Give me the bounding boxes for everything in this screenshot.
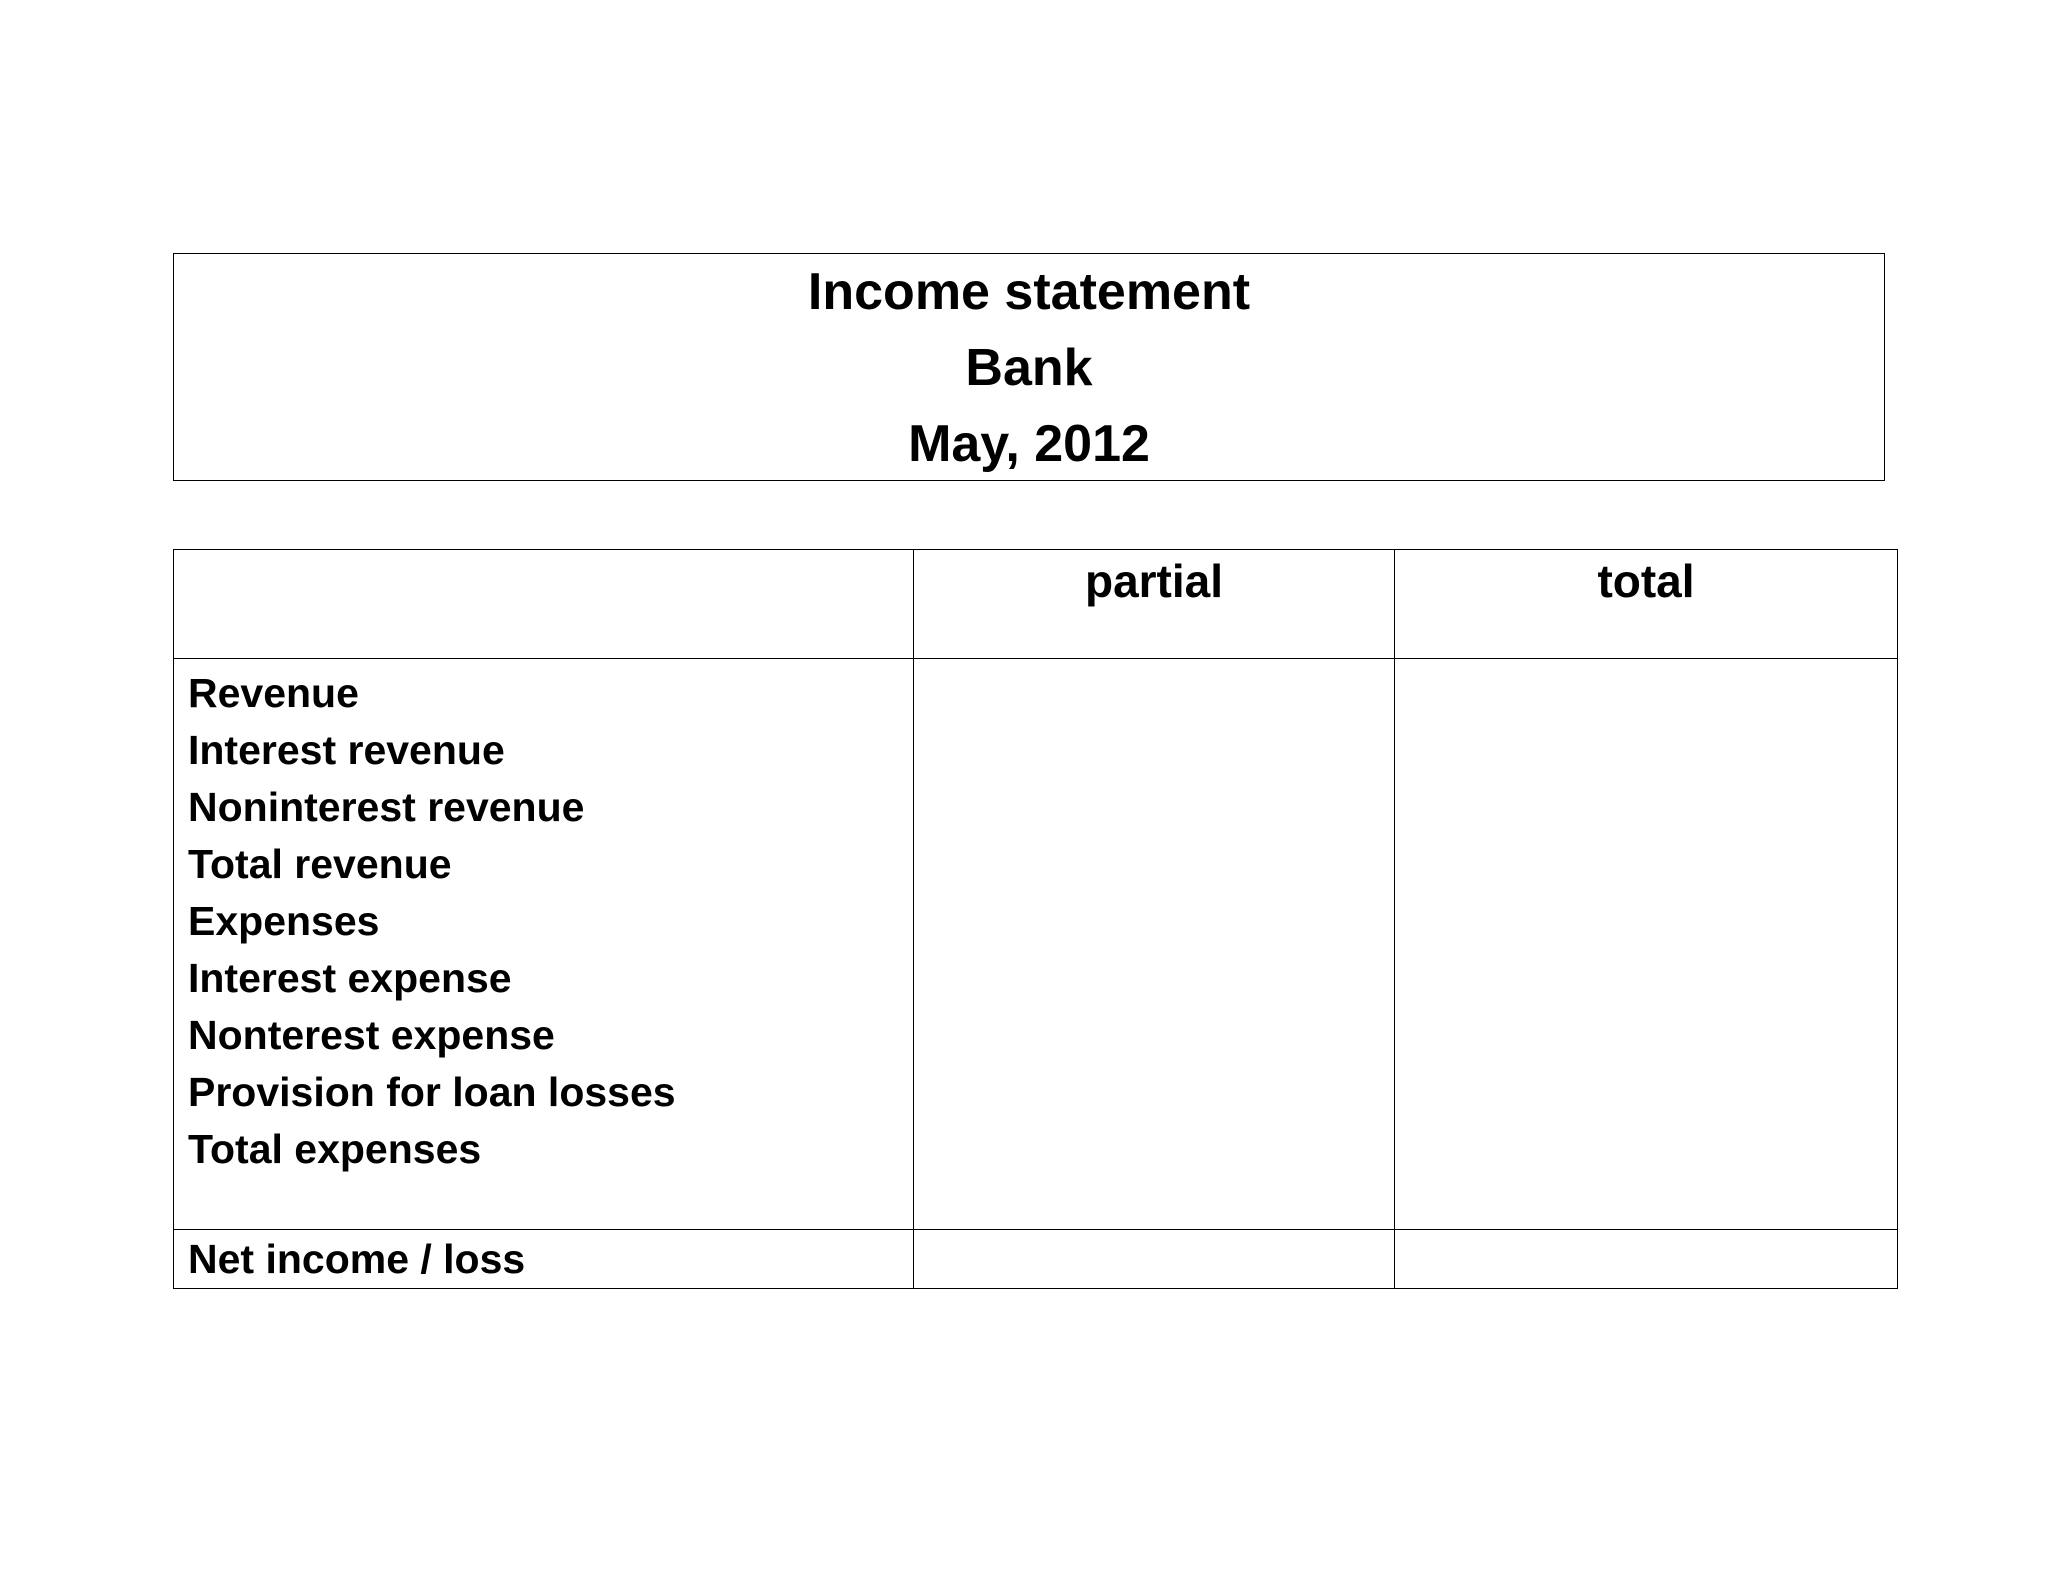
header-total-cell: total [1395, 550, 1898, 659]
line-items-list [174, 659, 913, 1178]
partial-values-cell [914, 659, 1395, 1230]
net-income-total-cell [1395, 1230, 1898, 1289]
line-item-noninterest-expense: Nonterest expense [188, 1012, 555, 1058]
income-statement-table [173, 549, 1898, 1289]
line-item-interest-expense: Interest expense [188, 955, 512, 1001]
header-partial-cell: partial [914, 550, 1395, 659]
statement-entity: Bank [965, 339, 1093, 397]
line-item-total-expenses: Total expenses [188, 1126, 482, 1172]
table-header-row [174, 550, 1898, 659]
table-footer-row [174, 1230, 1898, 1289]
header-label-cell [174, 550, 914, 659]
net-income-label: Net income / loss [174, 1230, 914, 1289]
statement-period: May, 2012 [908, 415, 1150, 473]
table-body-row [174, 659, 1898, 1230]
line-items-cell [174, 659, 914, 1230]
statement-title: Income statement [807, 263, 1251, 321]
statement-header [173, 253, 1885, 481]
net-income-partial-cell [914, 1230, 1395, 1289]
line-item-total-revenue: Total revenue [188, 841, 452, 887]
line-item-provision-loan-losses: Provision for loan losses [188, 1069, 676, 1115]
line-item-interest-revenue: Interest revenue [188, 727, 505, 773]
line-item-noninterest-revenue: Noninterest revenue [188, 784, 585, 830]
line-item-expenses: Expenses [188, 898, 380, 944]
line-item-revenue: Revenue [188, 670, 359, 716]
total-values-cell [1395, 659, 1898, 1230]
